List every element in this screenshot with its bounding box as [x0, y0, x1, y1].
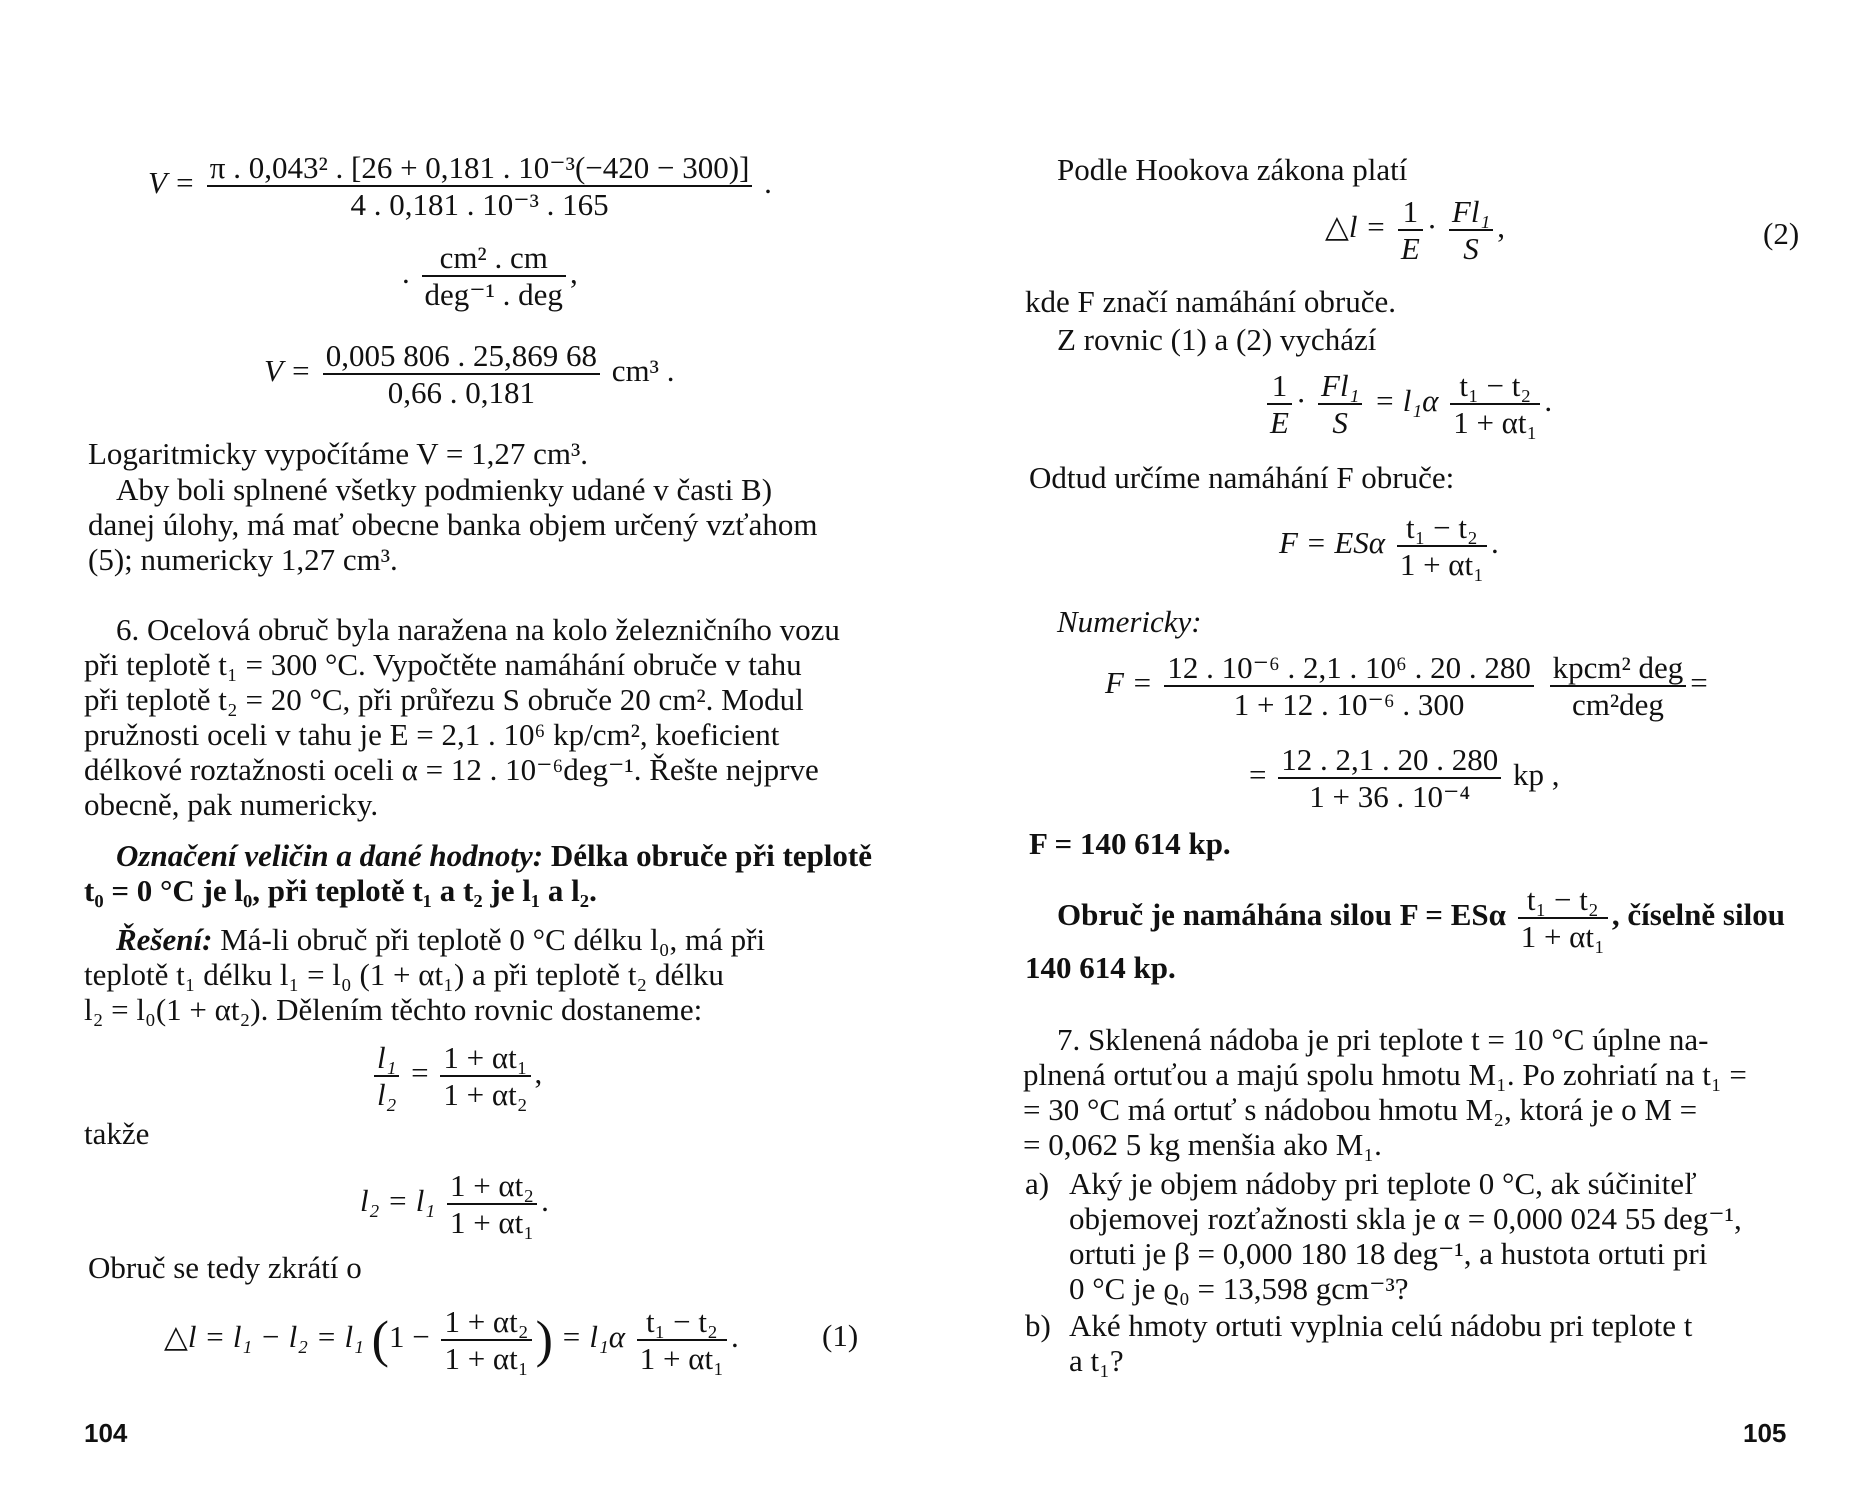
- takze-text: takže: [84, 1116, 150, 1151]
- obruc-zkrati-text: Obruč se tedy zkrátí o: [88, 1250, 362, 1285]
- eq-dl-paren-den: 1 + αt₁: [444, 1341, 529, 1376]
- eq-v1-numerator: π . 0,043² . [26 + 0,181 . 10⁻³(−420 − 300)]: [207, 150, 753, 187]
- kde-line: kde F značí namáhání obruče.: [1025, 284, 1396, 319]
- eq-v1-denominator: 4 . 0,181 . 10⁻³ . 165: [350, 187, 609, 222]
- eq-dl-num: t₁ − t₂: [637, 1304, 727, 1341]
- p7-line-4: = 0,062 5 kg menšia ako M₁.: [1023, 1127, 1382, 1162]
- eq5-lhs: F =: [1105, 665, 1153, 701]
- equation-number-2: (2): [1763, 216, 1800, 251]
- eq3-n3: t₁ − t₂: [1450, 368, 1540, 405]
- p6-line-1: 6. Ocelová obruč byla naražena na kolo železničního vozu: [116, 612, 840, 647]
- equation-2: △l = $\frac{1}{E}$ · $\frac{\text{Fl₁}}{S}$ ,: [1325, 194, 1505, 266]
- result-line: F = 140 614 kp.: [1029, 826, 1231, 861]
- p6-line-3: při teplotě t₂ = 20 °C, při průřezu S obruče 20 cm². Modul: [84, 682, 804, 717]
- p7-line-3: = 30 °C má ortuť s nádobou hmotu M₂, ktorá je o M =: [1023, 1092, 1698, 1127]
- equation-6: = $\frac{12 . 2,1 . 20 . 280}{\text{1 + 36 . 10⁻⁴}}$ kp ,: [1249, 742, 1560, 814]
- p6-line-4: pružnosti oceli v tahu je E = 2,1 . 10⁶ kp/cm², koeficient: [84, 717, 780, 752]
- eq-v2-denominator: 0,66 . 0,181: [387, 375, 536, 410]
- eq2-d1: E: [1400, 231, 1420, 266]
- eq-dl-paren-num: 1 + αt₂: [441, 1304, 531, 1341]
- eq4-num: t₁ − t₂: [1397, 510, 1487, 547]
- ratio-r-den: 1 + αt₂: [443, 1077, 528, 1112]
- eq-dl-den: 1 + αt₁: [639, 1341, 724, 1376]
- aby-line-2: danej úlohy, má mať obecne banka objem určený vzťahom: [88, 507, 818, 542]
- oznaceni-text-1: Délka obruče při teplotě: [543, 838, 872, 873]
- numericky-label: Numericky:: [1057, 604, 1202, 639]
- oznaceni-label: Označení veličin a dané hodnoty:: [116, 838, 544, 873]
- item-a-line-1: Aký je objem nádoby pri teplote 0 °C, ak súčiniteľ: [1069, 1166, 1697, 1201]
- p6-line-2: při teplotě t₁ = 300 °C. Vypočtěte namáhání obruče v tahu: [84, 647, 802, 682]
- item-a-line-2: objemovej rozťažnosti skla je α = 0,000 024 55 deg⁻¹,: [1069, 1201, 1742, 1236]
- eq6-unit: kp ,: [1512, 757, 1560, 793]
- page-number-right: 105: [1743, 1418, 1787, 1448]
- right-page: [937, 0, 1874, 1500]
- equation-v1-units: . $\frac{\text{cm² . cm}}{\text{deg⁻¹ . deg}}$ ,: [402, 240, 578, 312]
- eq2-n2: Fl₁: [1449, 194, 1493, 231]
- p6-line-5: délkové roztažnosti oceli α = 12 . 10⁻⁶deg⁻¹. Řešte nejprve: [84, 752, 819, 787]
- eq-l2-num: 1 + αt₂: [447, 1168, 537, 1205]
- eq2-d2: S: [1463, 231, 1479, 266]
- eq-l2-lhs: l₂ = l₁: [360, 1183, 436, 1219]
- reseni-line-1: Má-li obruč při teplotě 0 °C délku l₀, má při: [212, 922, 766, 957]
- item-a-line-3: ortuti je β = 0,000 180 18 deg⁻¹, a hustota ortuti pri: [1069, 1236, 1708, 1271]
- equation-l2: l₂ = l₁ $\frac{\text{1 + αt₂}}{\text{1 + αt₁}}$ .: [360, 1168, 549, 1240]
- conclusion-den: 1 + αt₁: [1520, 919, 1605, 954]
- eq-v2-numerator: 0,005 806 . 25,869 68: [323, 338, 600, 375]
- eq-l2-den: 1 + αt₁: [449, 1205, 535, 1240]
- conclusion-num: t₁ − t₂: [1518, 882, 1608, 919]
- zrovnic-line: Z rovnic (1) a (2) vychází: [1057, 322, 1377, 357]
- eq-dl-mid: = l₁α: [560, 1319, 626, 1355]
- eq-v1-unit-den: deg⁻¹ . deg: [424, 277, 563, 312]
- item-b-line-2: a t₁?: [1069, 1343, 1124, 1378]
- item-b: [1069, 1308, 1803, 1378]
- eq5-unit-den: cm²deg: [1571, 687, 1664, 722]
- oznaceni-block: [84, 838, 872, 908]
- reseni-block: [84, 922, 864, 1027]
- p7-line-1: 7. Sklenená nádoba je pri teplote t = 10 °C úplne na-: [1057, 1022, 1709, 1057]
- eq2-lhs: △l =: [1325, 209, 1387, 245]
- p6-line-6: obecně, pak numericky.: [84, 787, 379, 822]
- problem-7: [1023, 1022, 1803, 1162]
- odtud-line: Odtud určíme namáhání F obruče:: [1029, 460, 1455, 495]
- reseni-line-3: l₂ = l₀(1 + αt₂). Dělením těchto rovnic dostaneme:: [84, 992, 703, 1027]
- eq5-den: 1 + 12 . 10⁻⁶ . 300: [1233, 687, 1465, 722]
- eq3-d1: E: [1270, 405, 1289, 440]
- equation-v2: [264, 338, 674, 410]
- eq-v2-lhs: V =: [264, 353, 312, 389]
- problem-6: [84, 612, 864, 822]
- reseni-line-2: teplotě t₁ délku l₁ = l₀ (1 + αt₁) a při teplotě t₂ délku: [84, 957, 724, 992]
- aby-line-3: (5); numericky 1,27 cm³.: [88, 542, 398, 577]
- eq-v1-unit-num: cm² . cm: [422, 240, 566, 277]
- eq4-den: 1 + αt₁: [1399, 547, 1484, 582]
- eq5-num: 12 . 10⁻⁶ . 2,1 . 10⁶ . 20 . 280: [1164, 650, 1533, 687]
- eq4-lhs: F = ESα: [1279, 525, 1386, 561]
- conclusion-value: 140 614 kp.: [1025, 950, 1176, 985]
- equation-ratio: $\frac{\text{l₁}}{\text{l₂}}$ = $\frac{\text{1 + αt₁}}{\text{1 + αt₂}}$ ,: [370, 1040, 542, 1112]
- item-a: [1069, 1166, 1803, 1306]
- conclusion-text-a: Obruč je namáhána silou F = ESα: [1057, 897, 1506, 933]
- equation-delta-l: △l = l₁ − l₂ = l₁ (1 − $\frac{\text{1 + αt₂}}{\text{1 + αt₁}}$ ) = l₁α $\frac{\text{t₁ − t₂}}{\text{1 + αt₁}}$ .: [164, 1304, 739, 1376]
- eq3-n1: 1: [1267, 368, 1292, 405]
- eq6-den: 1 + 36 . 10⁻⁴: [1309, 779, 1471, 814]
- eq2-n1: 1: [1398, 194, 1423, 231]
- aby-line-1: Aby boli splnené všetky podmienky udané v časti B): [116, 472, 773, 507]
- eq5-unit-num: kpcm² deg: [1550, 650, 1687, 687]
- p7-line-2: plnená ortuťou a majú spolu hmotu M₁. Po zohriatí na t₁ =: [1023, 1057, 1747, 1092]
- eq-v1-lhs: V =: [148, 165, 196, 201]
- eq-dl-lhs: △l = l₁ − l₂ = l₁: [164, 1319, 364, 1355]
- item-a-line-4: 0 °C je ϱ₀ = 13,598 gcm⁻³?: [1069, 1271, 1409, 1306]
- eq-v2-unit: cm³ .: [611, 353, 675, 389]
- eq3-mid: = l₁α: [1374, 383, 1439, 419]
- reseni-label: Řešení:: [116, 922, 213, 957]
- oznaceni-text-2: t₀ = 0 °C je l₀, při teplotě t₁ a t₂ je l₁ a l₂.: [84, 873, 597, 908]
- hooke-line: Podle Hookova zákona platí: [1057, 152, 1408, 187]
- page-number-left: 104: [84, 1418, 128, 1448]
- eq-v1-dot: .: [764, 165, 772, 201]
- item-b-line-1: Aké hmoty ortuti vyplnia celú nádobu pri teplote t: [1069, 1308, 1693, 1343]
- ratio-l-den: l₂: [377, 1077, 397, 1112]
- paragraph-aby: [88, 472, 860, 577]
- eq3-d3: 1 + αt₁: [1453, 405, 1538, 440]
- item-b-label: b): [1025, 1308, 1051, 1343]
- eq3-d2: S: [1332, 405, 1348, 440]
- conclusion-text-b: , číselně silou: [1611, 897, 1785, 933]
- ratio-r-num: 1 + αt₁: [440, 1040, 530, 1077]
- log-line: Logaritmicky vypočítáme V = 1,27 cm³.: [88, 436, 589, 471]
- ratio-l-num: l₁: [374, 1040, 399, 1077]
- equation-4: F = ESα $\frac{\text{t₁ − t₂}}{\text{1 + αt₁}}$ .: [1279, 510, 1499, 582]
- eq3-n2: Fl₁: [1318, 368, 1362, 405]
- eq6-num: 12 . 2,1 . 20 . 280: [1278, 742, 1501, 779]
- equation-v1: [148, 150, 772, 222]
- equation-number-1: (1): [822, 1318, 859, 1353]
- item-a-label: a): [1025, 1166, 1050, 1201]
- conclusion-line: [1057, 882, 1785, 954]
- equation-5: F = $\frac{\text{12 . 10⁻⁶ . 2,1 . 10⁶ . 20 . 280}}{\text{1 + 12 . 10⁻⁶ . 300}}$ $\frac{\text{kpcm² deg}}{\text{cm²deg}}$ =: [1105, 650, 1708, 722]
- equation-3: $\frac{1}{E}$ · $\frac{\text{Fl₁}}{S}$ = l₁α $\frac{\text{t₁ − t₂}}{\text{1 + αt₁}}$ .: [1263, 368, 1552, 440]
